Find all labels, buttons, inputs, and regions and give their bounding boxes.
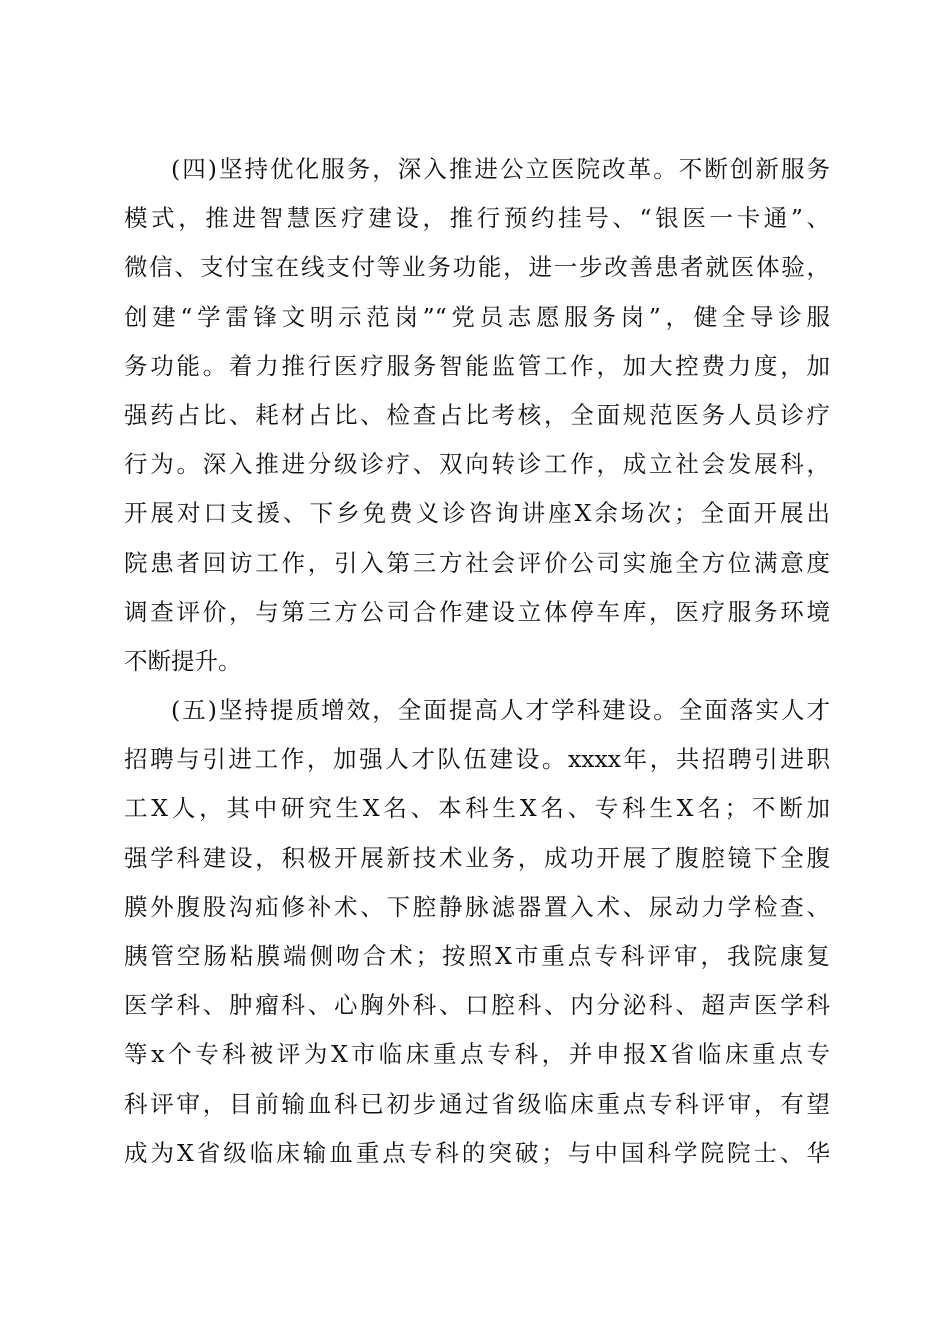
paragraph-line: (五)坚持提质增效，全面提高人才学科建设。全面落实人才 [171, 696, 830, 725]
paragraph-line: 工X人，其中研究生X名、本科生X名、专科生X名；不断加 [124, 794, 830, 823]
paragraph-line: 模式，推进智慧医疗建设，推行预约挂号、“银医一卡通”、 [124, 204, 830, 233]
paragraph-line: 招聘与引进工作，加强人才队伍建设。xxxx年，共招聘引进职 [124, 745, 830, 774]
paragraph-line: 创建“学雷锋文明示范岗”“党员志愿服务岗”，健全导诊服 [124, 302, 830, 331]
document-body [124, 145, 830, 1178]
paragraph-line: (四)坚持优化服务，深入推进公立医院改革。不断创新服务 [171, 155, 830, 183]
paragraph-line: 院患者回访工作，引入第三方社会评价公司实施全方位满意度 [124, 548, 830, 577]
paragraph-line: 调查评价，与第三方公司合作建设立体停车库，医疗服务环境 [124, 597, 830, 626]
paragraph-line: 等x个专科被评为X市临床重点专科，并申报X省临床重点专 [124, 1040, 830, 1069]
paragraph-line: 务功能。着力推行医疗服务智能监管工作，加大控费力度，加 [124, 351, 830, 380]
paragraph-line: 胰管空肠粘膜端侧吻合术；按照X市重点专科评审，我院康复 [124, 942, 830, 970]
paragraph-line: 微信、支付宝在线支付等业务功能，进一步改善患者就医体验， [124, 253, 830, 282]
paragraph-line: 医学科、肿瘤科、心胸外科、口腔科、内分泌科、超声医学科 [124, 991, 830, 1020]
paragraph-line: 膜外腹股沟疝修补术、下腔静脉滤器置入术、尿动力学检查、 [124, 892, 830, 921]
paragraph-5 [124, 686, 830, 1178]
paragraph-line: 不断提升。 [124, 646, 242, 675]
paragraph-line: 行为。深入推进分级诊疗、双向转诊工作，成立社会发展科， [124, 450, 830, 479]
paragraph-4 [124, 145, 830, 686]
paragraph-line: 成为X省级临床输血重点专科的突破；与中国科学院院士、华 [124, 1138, 830, 1167]
paragraph-line: 强药占比、耗材占比、检查占比考核，全面规范医务人员诊疗 [124, 400, 830, 429]
paragraph-line: 强学科建设，积极开展新技术业务，成功开展了腹腔镜下全腹 [124, 843, 830, 872]
paragraph-line: 科评审，目前输血科已初步通过省级临床重点专科评审，有望 [124, 1089, 830, 1118]
paragraph-line: 开展对口支援、下乡免费义诊咨询讲座X余场次；全面开展出 [124, 499, 830, 528]
